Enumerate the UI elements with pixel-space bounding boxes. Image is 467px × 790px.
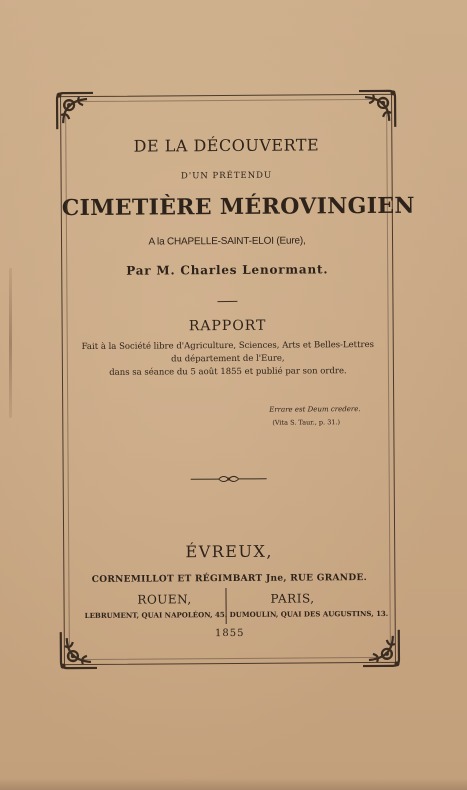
corner-ornament-icon bbox=[53, 89, 97, 133]
epigraph-quote: Errare est Deum credere. bbox=[269, 405, 361, 414]
report-line-3: dans sa séance du 5 août 1855 et publié par son ordre. bbox=[109, 366, 347, 378]
short-divider bbox=[217, 301, 237, 302]
report-line-2: du département de l'Eure, bbox=[171, 353, 285, 365]
report-line-1: Fait à la Société libre d'Agriculture, Sciences, Arts et Belles-Lettres bbox=[81, 339, 374, 353]
imprint-city: ÉVREUX, bbox=[185, 541, 273, 562]
fleuron-divider-icon bbox=[189, 469, 269, 480]
main-title: CIMETIÈRE MÉROVINGIEN bbox=[61, 192, 415, 222]
corner-ornament-icon bbox=[355, 87, 399, 131]
left-city: ROUEN, bbox=[137, 592, 192, 607]
corner-ornament-icon bbox=[359, 626, 403, 670]
right-publisher: DUMOULIN, QUAI DES AUGUSTINS, 13. bbox=[229, 608, 389, 619]
location-line: A la CHAPELLE-SAINT-ELOI (Eure), bbox=[148, 235, 306, 248]
printer-line: CORNEMILLOT ET RÉGIMBART Jne, RUE GRANDE. bbox=[91, 573, 368, 585]
publication-year: 1855 bbox=[215, 627, 245, 640]
title-line-2: D'UN PRÉTENDU bbox=[180, 170, 273, 182]
right-city: PARIS, bbox=[270, 591, 315, 606]
imprint-separator bbox=[225, 588, 226, 624]
epigraph-source: (Vita S. Taur., p. 31.) bbox=[272, 418, 341, 427]
decorative-frame bbox=[60, 94, 415, 665]
corner-ornament-icon bbox=[57, 628, 101, 672]
left-publisher: LEBRUMENT, QUAI NAPOLÉON, 45. bbox=[84, 610, 228, 621]
author-line: Par M. Charles Lenormant. bbox=[126, 262, 329, 278]
section-title: RAPPORT bbox=[188, 317, 267, 335]
paper-crease bbox=[9, 268, 12, 418]
title-line-1: DE LA DÉCOUVERTE bbox=[133, 135, 320, 156]
paper-edge-shadow bbox=[0, 778, 467, 790]
